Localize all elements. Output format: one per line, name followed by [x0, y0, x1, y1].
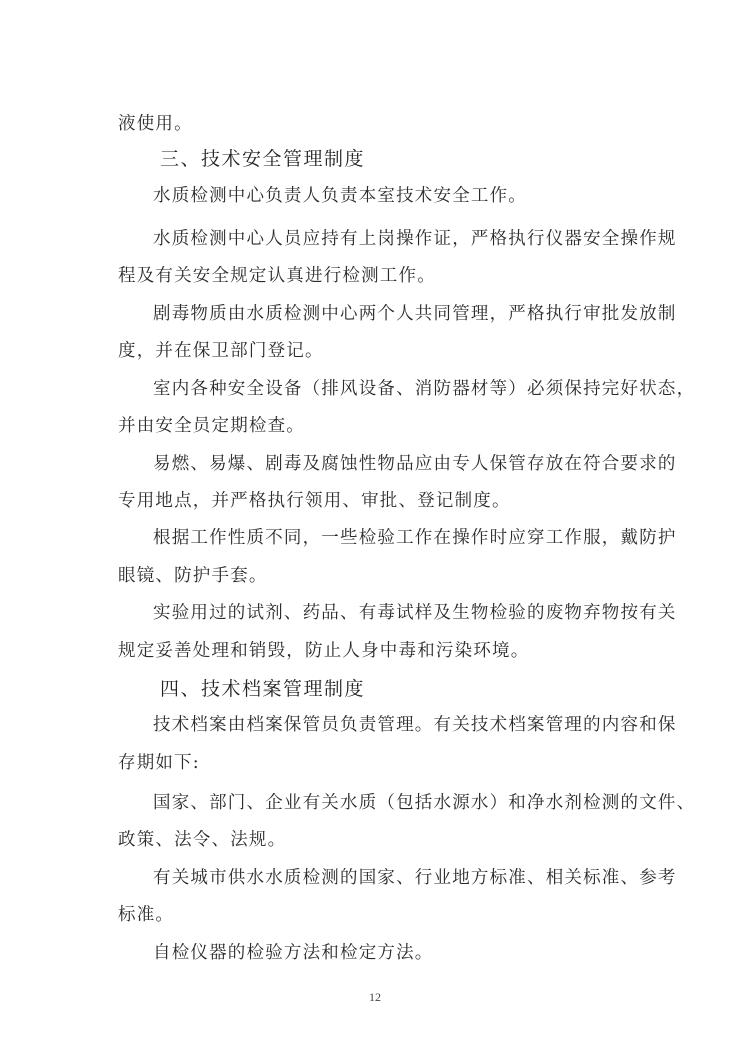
paragraph-line: 水质检测中心人员应持有上岗操作证，严格执行仪器安全操作规: [153, 229, 677, 249]
paragraph-line: 度，并在保卫部门登记。: [118, 341, 324, 361]
paragraph-line: 剧毒物质由水质检测中心两个人共同管理，严格执行审批发放制: [153, 304, 677, 324]
paragraph-line: 眼镜、防护手套。: [118, 566, 268, 586]
paragraph-line: 存期如下:: [118, 753, 200, 773]
paragraph-line: 有关城市供水水质检测的国家、行业地方标准、相关标准、参考: [153, 868, 677, 888]
paragraph-line: 政策、法令、法规。: [118, 830, 287, 850]
paragraph-line: 并由安全员定期检查。: [118, 416, 305, 436]
paragraph-line: 自检仪器的检验方法和检定方法。: [153, 943, 434, 963]
paragraph-line: 标准。: [118, 905, 175, 925]
paragraph-line: 根据工作性质不同，一些检验工作在操作时应穿工作服，戴防护: [153, 528, 677, 548]
paragraph-continuation: 液使用。: [118, 114, 193, 134]
paragraph-line: 室内各种安全设备（排风设备、消防器材等）必须保持完好状态，: [153, 379, 696, 399]
section-heading-4: 四、技术档案管理制度: [160, 678, 366, 700]
section-heading-3: 三、技术安全管理制度: [160, 148, 366, 170]
paragraph-line: 程及有关安全规定认真进行检测工作。: [118, 266, 436, 286]
paragraph-line: 易燃、易爆、剧毒及腐蚀性物品应由专人保管存放在符合要求的: [153, 454, 677, 474]
paragraph-line: 技术档案由档案保管员负责管理。有关技术档案管理的内容和保: [153, 715, 677, 735]
paragraph-line: 规定妥善处理和销毁，防止人身中毒和污染环境。: [118, 641, 530, 661]
paragraph-line: 国家、部门、企业有关水质（包括水源水）和净水剂检测的文件、: [153, 793, 696, 813]
paragraph-line: 水质检测中心负责人负责本室技术安全工作。: [153, 186, 527, 206]
page-number: 12: [369, 990, 381, 1004]
paragraph-line: 专用地点，并严格执行领用、审批、登记制度。: [118, 491, 511, 511]
paragraph-line: 实验用过的试剂、药品、有毒试样及生物检验的废物弃物按有关: [153, 603, 677, 623]
